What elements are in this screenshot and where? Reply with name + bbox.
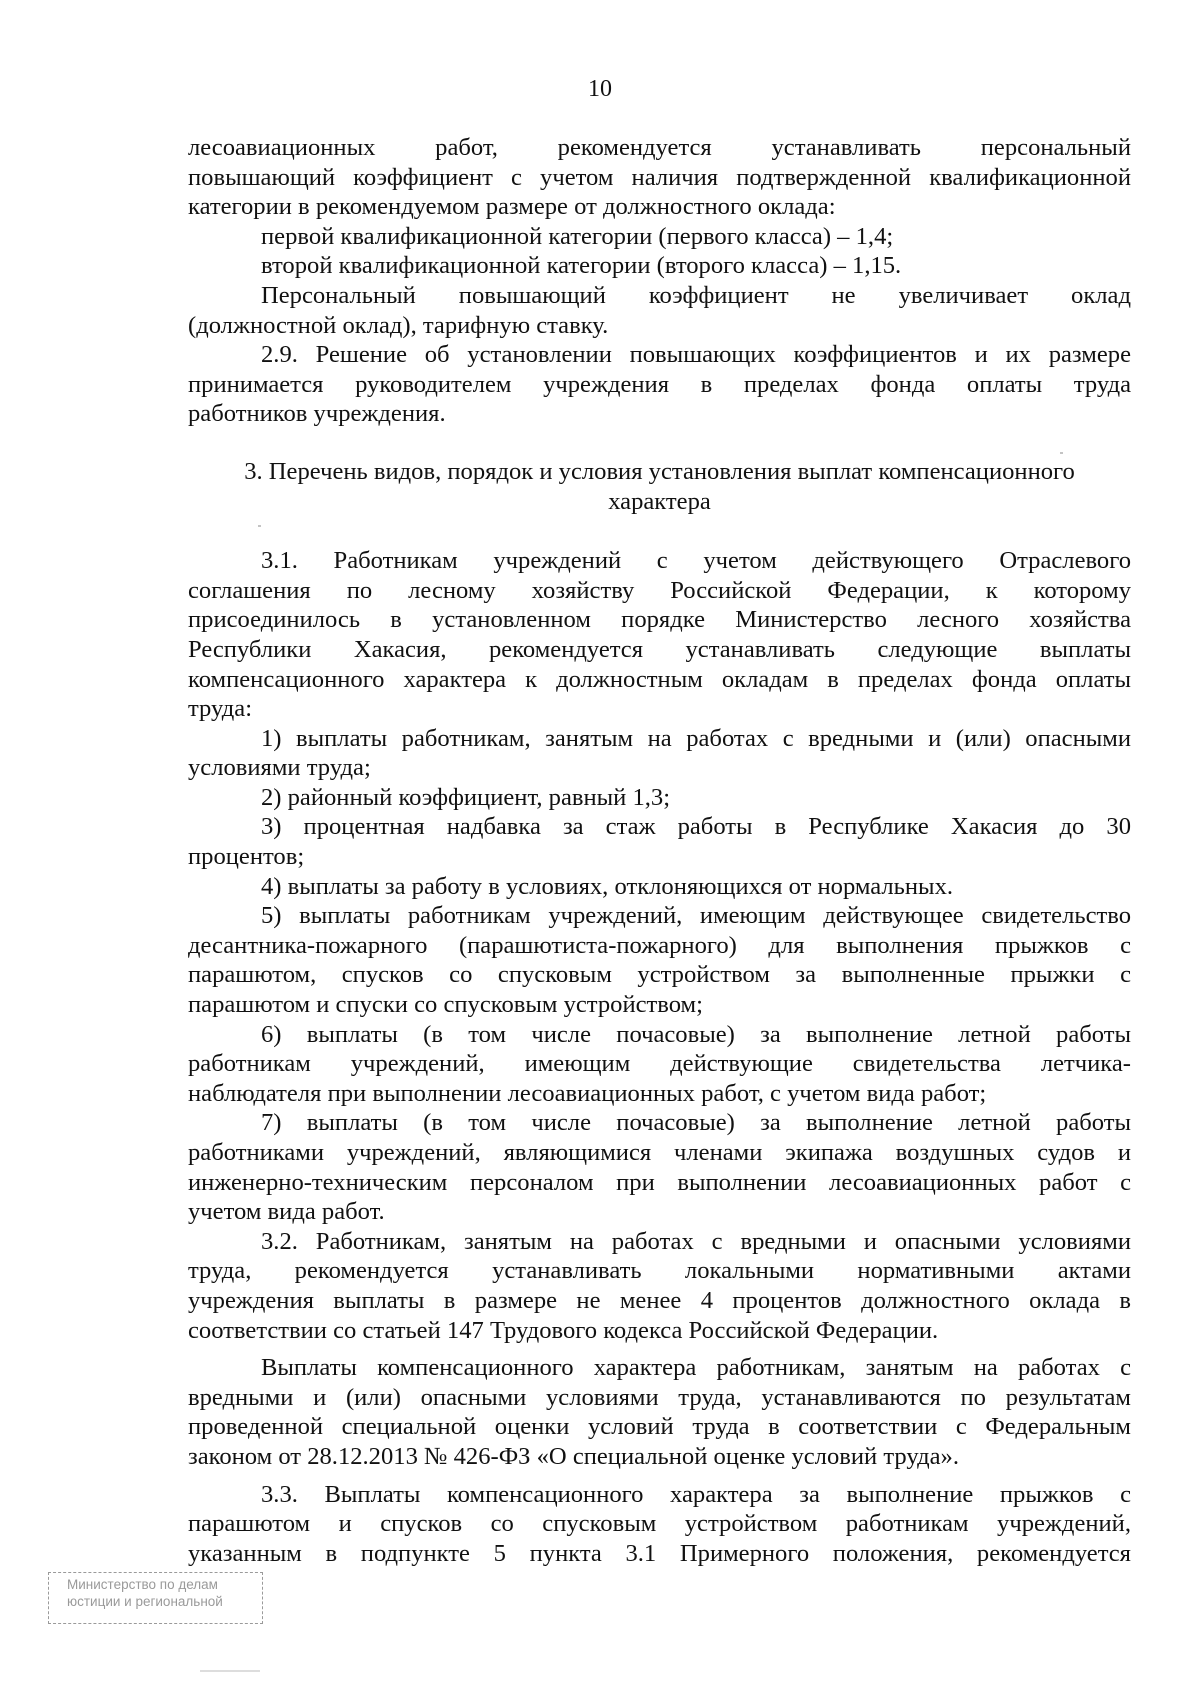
text-line: 3.3. Выплаты компенсационного характера за выполнение прыжков с xyxy=(261,1480,1131,1508)
text-line: 5) выплаты работникам учреждений, имеющим действующее свидетельство xyxy=(261,902,1131,930)
text-line: 3.2. Работникам, занятым на работах с вредными и опасными условиями xyxy=(261,1227,1131,1255)
paragraph-3-1 xyxy=(188,546,1131,724)
spacer xyxy=(188,1345,1131,1353)
text-line: работников учреждения. xyxy=(188,400,446,428)
list-item-second-category: второй квалификационной категории (второго класса) – 1,15. xyxy=(261,252,902,280)
paragraph-2-9 xyxy=(188,340,1131,429)
text-line: наблюдателя при выполнении лесоавиационных работ, с учетом вида работ; xyxy=(188,1079,987,1107)
text-line: 7) выплаты (в том числе почасовые) за выполнение летной работы xyxy=(261,1109,1131,1137)
text-line: труда: xyxy=(188,695,253,723)
paragraph-3-2 xyxy=(188,1227,1131,1345)
text-line: указанным в подпункте 5 пункта 3.1 Примерного положения, рекомендуется xyxy=(188,1539,1131,1567)
text-line: принимается руководителем учреждения в пределах фонда оплаты труда xyxy=(188,370,1131,398)
text-line: парашютом и спусков со спусковым устройством работникам учреждений, xyxy=(188,1510,1131,1538)
text-line: труда, рекомендуется устанавливать локальными нормативными актами xyxy=(188,1257,1131,1285)
text-line: соглашения по лесному хозяйству Российской Федерации, к которому xyxy=(188,576,1131,604)
list-item-7 xyxy=(188,1108,1131,1226)
text-line: компенсационного характера к должностным окладам в пределах фонда оплаты xyxy=(188,665,1131,693)
text-line: проведенной специальной оценки условий труда в соответствии с Федеральным xyxy=(188,1413,1131,1441)
text-line: парашютом и спуски со спусковым устройством; xyxy=(188,991,703,1019)
list-item-3 xyxy=(188,812,1131,871)
text-line: процентов; xyxy=(188,843,305,871)
list-item-4: 4) выплаты за работу в условиях, отклоняющихся от нормальных. xyxy=(261,872,954,900)
registration-stamp xyxy=(48,1572,263,1624)
list-item-first-category: первой квалификационной категории (первого класса) – 1,4; xyxy=(261,222,894,250)
text-line: работниками учреждений, являющимися членами экипажа воздушных судов и xyxy=(188,1139,1131,1166)
text-line: присоединилось в установленном порядке Министерство лесного хозяйства xyxy=(188,606,1131,634)
spacer xyxy=(188,429,1131,457)
text-line: учетом вида работ. xyxy=(188,1198,385,1226)
text-line: парашютом, спусков со спусковым устройством за выполненные прыжки с xyxy=(188,961,1131,989)
text-line: законом от 28.12.2013 № 426-ФЗ «О специальной оценке условий труда». xyxy=(188,1442,959,1470)
text-line: повышающий коэффициент с учетом наличия подтвержденной квалификационной xyxy=(188,163,1131,191)
paragraph-personal-coefficient xyxy=(188,281,1131,340)
text-line: 1) выплаты работникам, занятым на работах с вредными и (или) опасными xyxy=(261,724,1131,752)
text-line: категории в рекомендуемом размере от должностного оклада: xyxy=(188,193,836,221)
text-line: десантника-пожарного (парашютиста-пожарного) для выполнения прыжков с xyxy=(188,931,1131,959)
stamp-line: Министерство по делам xyxy=(67,1577,218,1592)
scan-speck xyxy=(258,525,261,527)
text-line: лесоавиационных работ, рекомендуется устанавливать персональный xyxy=(188,134,1131,161)
text-line: вредными и (или) опасными условиями труда, устанавливаются по результатам xyxy=(188,1383,1131,1411)
scan-speck xyxy=(200,1670,260,1672)
text-line: инженерно-техническим персоналом при выполнении лесоавиационных работ с xyxy=(188,1168,1131,1196)
text-line: Выплаты компенсационного характера работникам, занятым на работах с xyxy=(261,1354,1131,1382)
document-body xyxy=(188,133,1131,1568)
scan-speck xyxy=(1060,452,1063,454)
text-line: 3.1. Работникам учреждений с учетом действующего Отраслевого xyxy=(261,547,1131,575)
section-heading xyxy=(188,457,1131,516)
text-line: учреждения выплаты в размере не менее 4 процентов должностного оклада в xyxy=(188,1286,1131,1314)
paragraph-coefficient xyxy=(188,133,1131,222)
text-line: Персональный повышающий коэффициент не увеличивает оклад xyxy=(261,281,1131,309)
list-item-1 xyxy=(188,724,1131,783)
text-line: условиями труда; xyxy=(188,754,371,782)
paragraph-payments-assessment xyxy=(188,1353,1131,1471)
list-item-2: 2) районный коэффициент, равный 1,3; xyxy=(261,783,671,811)
text-line: Республики Хакасия, рекомендуется устанавливать следующие выплаты xyxy=(188,635,1131,663)
spacer xyxy=(188,1472,1131,1480)
stamp-line: юстиции и региональной xyxy=(67,1594,223,1609)
section-heading-line: характера xyxy=(608,487,711,515)
text-line: работникам учреждений, имеющим действующие свидетельства летчика- xyxy=(188,1050,1131,1078)
text-line: (должностной оклад), тарифную ставку. xyxy=(188,311,609,339)
list-item-5 xyxy=(188,901,1131,1019)
list-item-6 xyxy=(188,1020,1131,1109)
page-number: 10 xyxy=(588,76,612,102)
text-line: 6) выплаты (в том числе почасовые) за выполнение летной работы xyxy=(261,1020,1131,1048)
section-heading-line: 3. Перечень видов, порядок и условия установления выплат компенсационного xyxy=(244,457,1075,485)
text-line: 2.9. Решение об установлении повышающих коэффициентов и их размере xyxy=(261,341,1131,369)
paragraph-3-3 xyxy=(188,1480,1131,1569)
spacer xyxy=(188,516,1131,546)
text-line: 3) процентная надбавка за стаж работы в Республике Хакасия до 30 xyxy=(261,813,1131,841)
text-line: соответствии со статьей 147 Трудового кодекса Российской Федерации. xyxy=(188,1316,939,1344)
